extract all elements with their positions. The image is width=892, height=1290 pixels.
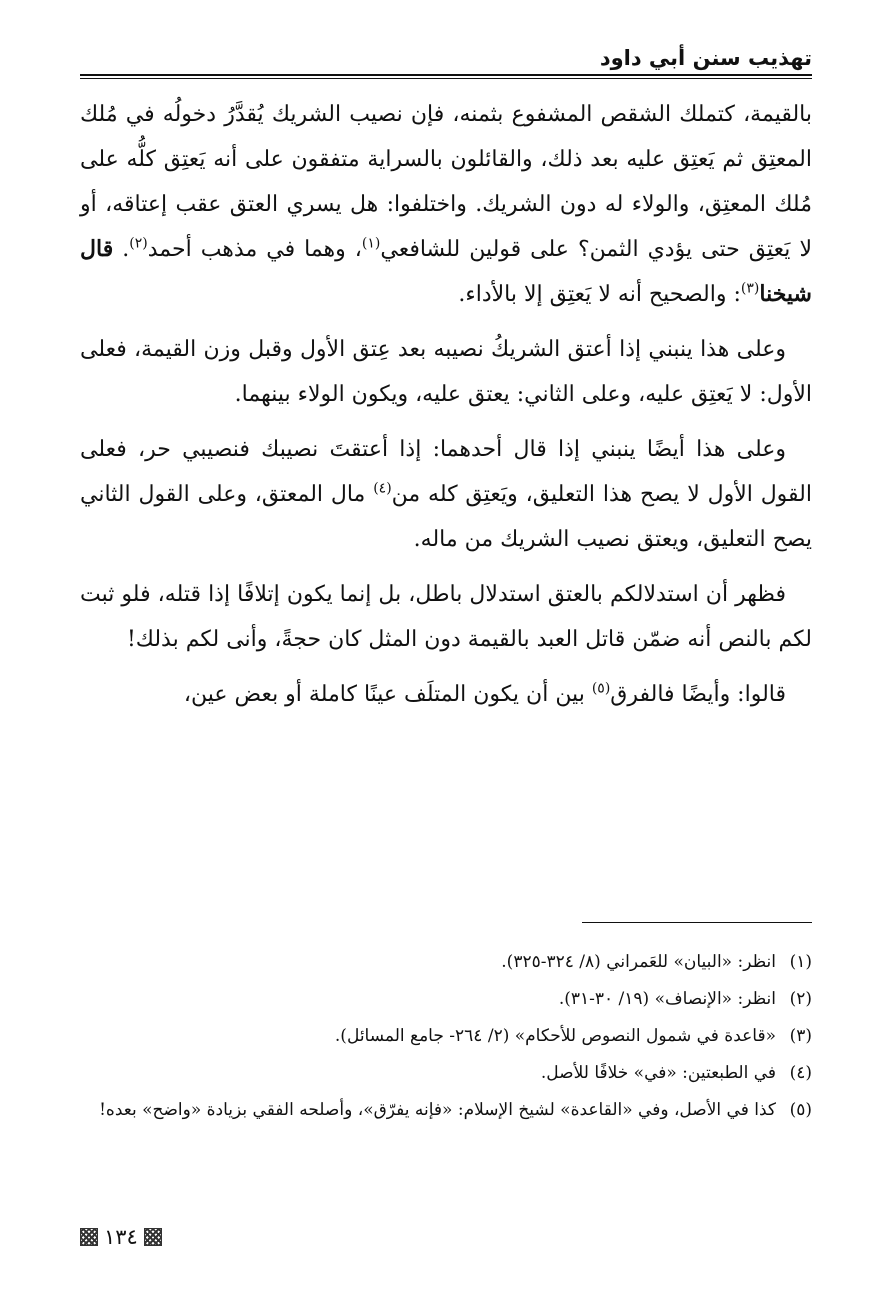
ornament-icon [144, 1228, 162, 1246]
main-text [80, 92, 812, 727]
footnote-1 [80, 944, 812, 981]
footnote-number: (٣) [789, 1026, 812, 1046]
paragraph-1-bold-text: قال شيخنا [80, 236, 812, 307]
footnote-separator [582, 922, 812, 923]
footnote-ref-2[interactable]: (٢) [129, 235, 148, 252]
footnote-3 [80, 1018, 812, 1055]
footnote-ref-1[interactable]: (١) [361, 235, 381, 252]
footnote-text: انظر: «البيان» للعَمراني (٨/ ٣٢٤-٣٢٥). [501, 952, 776, 972]
paragraph-3 [80, 427, 812, 562]
footnote-4 [80, 1055, 812, 1092]
ornament-icon [80, 1228, 98, 1246]
footnote-text: في الطبعتين: «في» خلافًا للأصل. [540, 1063, 776, 1083]
footnote-number: (٤) [789, 1063, 812, 1083]
footnotes [80, 944, 812, 1129]
paragraph-5 [80, 672, 812, 717]
footnote-number: (٢) [789, 989, 812, 1009]
paragraph-1-text-d: : والصحيح أنه لا يَعتِق إلا بالأداء. [458, 282, 741, 307]
footnote-number: (٥) [789, 1100, 812, 1120]
paragraph-4: فظهر أن استدلالكم بالعتق استدلال باطل، بل إنما يكون إتلافًا إذا قتله، فلو ثبت لكم بالنص أنه ضمّن قاتل العبد بالقيمة دون المثل كان حجةً، وأنى لكم بذلك! [80, 582, 812, 652]
footnote-ref-5[interactable]: (٥) [591, 680, 611, 697]
paragraph-1-text-b: ، وهما في مذهب أحمد [147, 237, 362, 262]
running-header-title: تهذيب سنن أبي داود [599, 46, 812, 70]
footnote-5 [80, 1092, 812, 1129]
paragraph-3-text-b: مال المعتق، وعلى القول الثاني يصح التعليق، ويعتق نصيب الشريك من ماله. [80, 482, 812, 552]
page-number-block [80, 1224, 162, 1250]
paragraph-3-text-a: وعلى هذا أيضًا ينبني إذا قال أحدهما: إذا أعتقتَ نصيبك فنصيبي حر، فعلى القول الأول لا يصح هذا التعليق، ويَعتِق كله من [80, 437, 812, 507]
paragraph-1 [80, 92, 812, 317]
footnote-text: انظر: «الإنصاف» (١٩/ ٣٠-٣١). [558, 989, 776, 1009]
footnote-ref-3[interactable]: (٣) [740, 280, 760, 297]
footnote-2 [80, 981, 812, 1018]
running-header [80, 44, 812, 72]
footnote-ref-4[interactable]: (٤) [373, 480, 392, 497]
header-rule [80, 74, 812, 79]
footnote-text: كذا في الأصل، وفي «القاعدة» لشيخ الإسلام: «فإنه يفرّق»، وأصلحه الفقي بزيادة «واضح» بعده! [99, 1100, 776, 1120]
paragraph-1-text-a: بالقيمة، كتملك الشقص المشفوع بثمنه، فإن نصيب الشريك يُقدَّرُ دخولُه في مُلك المعتِق ثم يَعتِق عليه بعد ذلك، والقائلون بالسراية متفقون على أنه يَعتِق كلُّه على مُلك المعتِق، والولاء له دون الشريك. واختلفوا: هل يسري العتق عقب إعتاقه، أو لا يَعتِق حتى يؤدي الثمن؟ على قولين للشافعي [80, 102, 812, 262]
footnote-number: (١) [789, 952, 812, 972]
paragraph-1-text-c: . [113, 237, 130, 262]
paragraph-5-text-b: بين أن يكون المتلَف عينًا كاملة أو بعض عين، [183, 682, 592, 707]
footnote-text: «قاعدة في شمول النصوص للأحكام» (٢/ ٢٦٤- جامع المسائل). [334, 1026, 776, 1046]
paragraph-2: وعلى هذا ينبني إذا أعتق الشريكُ نصيبه بعد عِتق الأول وقبل وزن القيمة، فعلى الأول: لا يَعتِق عليه، وعلى الثاني: يعتق عليه، ويكون الولاء بينهما. [80, 337, 812, 407]
paragraph-5-text-a: قالوا: وأيضًا فالفرق [610, 682, 786, 707]
page-number: ١٣٤ [104, 1225, 138, 1249]
